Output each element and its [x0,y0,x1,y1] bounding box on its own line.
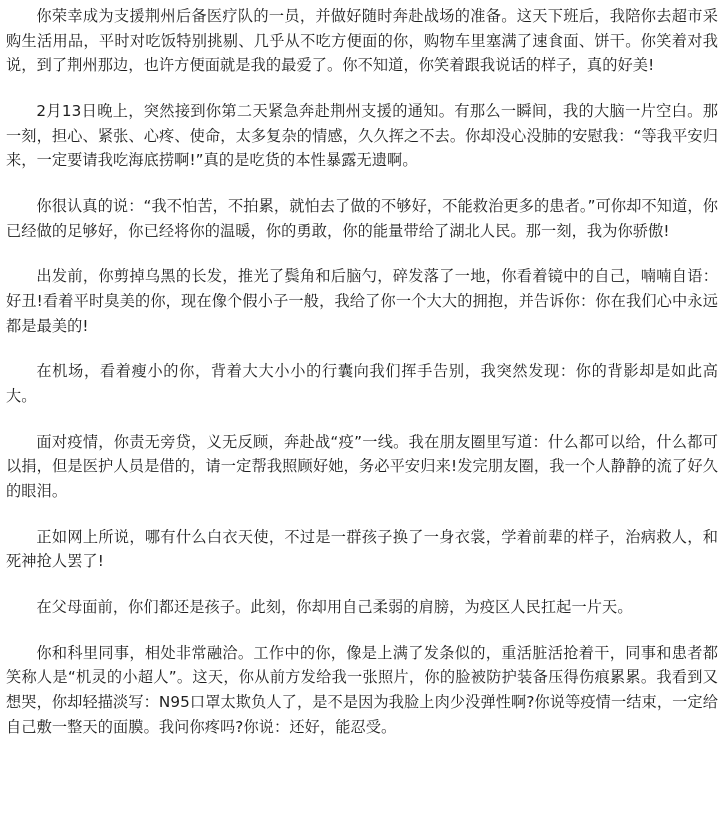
article-paragraph: 正如网上所说，哪有什么白衣天使，不过是一群孩子换了一身衣裳，学着前辈的样子，治病救人，和死神抢人罢了! [6,527,718,571]
article-paragraph: 在机场，看着瘦小的你，背着大大小小的行囊向我们挥手告别，我突然发现：你的背影却是如此高大。 [6,362,718,405]
article-paragraph: 你很认真的说：“我不怕苦，不拍累，就怕去了做的不够好，不能救治更多的患者。”可你却不知道，你已经做的足够好，你已经将你的温暖，你的勇敢，你的能量带给了湖北人民。那一刻，我为你骄傲! [6,196,718,240]
article-paragraph: 在父母面前，你们都还是孩子。此刻，你却用自己柔弱的肩膀，为疫区人民扛起一片天。 [36,598,633,616]
article-body [6,4,718,739]
article-paragraph: 2月13日晚上，突然接到你第二天紧急奔赴荆州支援的通知。有那么一瞬间，我的大脑一片空白。那一刻，担心、紧张、心疼、使命，太多复杂的情感，久久挥之不去。你却没心没肺的安慰我：“等我平安归来，一定要请我吃海底捞啊!”真的是吃货的本性暴露无遗啊。 [6,101,718,170]
article-paragraph: 你荣幸成为支援荆州后备医疗队的一员，并做好随时奔赴战场的准备。这天下班后，我陪你去超市采购生活用品，平时对吃饭特别挑剔、几乎从不吃方便面的你，购物车里塞满了速食面、饼干。你笑着对我说，到了荆州那边，也许方便面就是我的最爱了。你不知道，你笑着跟我说话的样子，真的好美! [6,7,718,75]
article-paragraph: 出发前，你剪掉乌黑的长发，推光了鬓角和后脑勺，碎发落了一地，你看着镜中的自己，喃喃自语：好丑!看着平时臭美的你，现在像个假小子一般，我给了你一个大大的拥抱，并告诉你：你在我们心中永远都是最美的! [6,267,718,335]
article-paragraph: 面对疫情，你责无旁贷，义无反顾，奔赴战“疫”一线。我在朋友圈里写道：什么都可以给，什么都可以捐，但是医护人员是借的，请一定帮我照顾好她，务必平安归来!发完朋友圈，我一个人静静的流了好久的眼泪。 [6,432,718,500]
article-paragraph: 你和科里同事，相处非常融洽。工作中的你，像是上满了发条似的，重活脏活抢着干，同事和患者都笑称人是“机灵的小超人”。这天，你从前方发给我一张照片，你的脸被防护装备压得伤痕累累。我看到又想哭，你却轻描淡写：N95口罩太欺负人了，是不是因为我脸上肉少没弹性啊?你说等疫情一结束，一定给自己敷一整天的面膜。我问你疼吗?你说：还好，能忍受。 [6,643,718,736]
